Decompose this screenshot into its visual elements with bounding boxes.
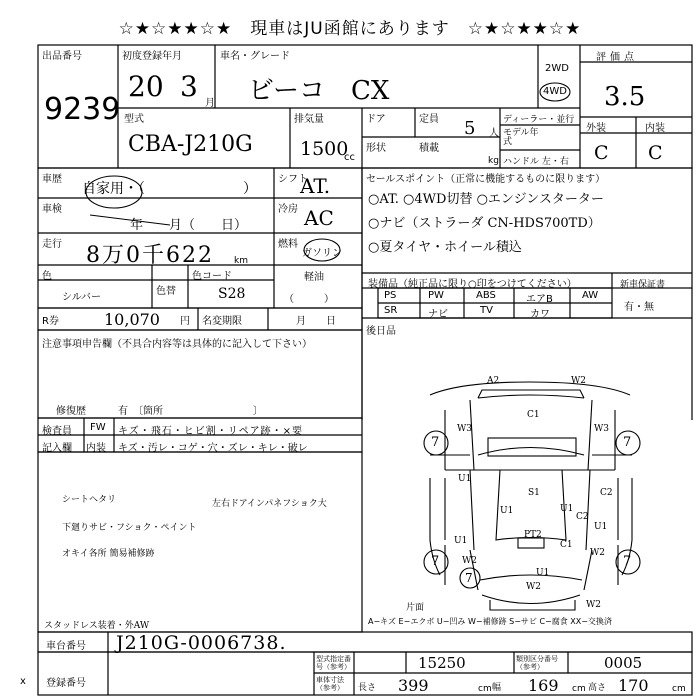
- inspection-label: 車検: [42, 204, 62, 215]
- class-value: 0005: [604, 654, 643, 672]
- hand-note-1: シートヘタリ: [62, 495, 117, 505]
- ext-label: 外装: [586, 123, 606, 134]
- int-label: 内装: [645, 123, 665, 134]
- sales-line-2: ○ナビ（ストラーダ CN-HDS700TD）: [368, 216, 601, 231]
- equip-label: 装備品（純正品に限り○印をつけてください）: [368, 279, 577, 290]
- height-value: 170: [618, 676, 649, 695]
- equip-tv: TV: [480, 305, 493, 316]
- notes-label: 注意事項申告欄（不具合内容等は具体的に記入して下さい）: [42, 339, 312, 350]
- grade-value: 3.5: [604, 82, 646, 112]
- color-value: シルバー: [62, 292, 102, 303]
- car-label: 車名・グレード: [220, 51, 290, 62]
- warranty-label: 新車保証書: [620, 280, 666, 290]
- mark-c2-a: C2: [600, 488, 613, 498]
- mark-u1-e: U1: [560, 504, 574, 514]
- mark-one-side: 片面: [406, 603, 425, 613]
- spec-value: 15250: [418, 654, 466, 672]
- mark-u1-c: U1: [594, 522, 608, 532]
- history-label: 車歴: [42, 174, 62, 185]
- class-label: 類別区分番号（参考）: [516, 655, 558, 671]
- month-unit: 月: [205, 98, 215, 109]
- reg-month: 3: [180, 70, 198, 103]
- lot-number: 9239: [44, 92, 121, 127]
- width-unit: cm: [572, 684, 586, 694]
- mark-a2: A2: [487, 376, 500, 386]
- displacement-label: 排気量: [294, 114, 324, 125]
- length-value: 399: [398, 676, 429, 695]
- km-unit: km: [234, 256, 248, 266]
- sales-line-3: ○夏タイヤ・ホイール積込: [368, 240, 522, 255]
- mark-u1-a: U1: [458, 474, 472, 484]
- sales-label: セールスポイント（正常に機能するものに限ります）: [366, 174, 606, 185]
- equip-abs: ABS: [476, 290, 496, 301]
- equip-sr: SR: [384, 305, 398, 316]
- dealer-label: ディーラー・並行: [503, 115, 575, 125]
- yen-unit: 円: [180, 316, 190, 327]
- mark-7-rear: 7: [465, 571, 473, 585]
- warranty-value: 有・無: [624, 302, 654, 313]
- fuel-label: 燃料: [278, 239, 298, 250]
- shape-label: 形状: [366, 143, 386, 154]
- mark-c1-bottom: C1: [560, 540, 573, 550]
- length-unit: cm: [478, 684, 492, 694]
- load-label: 積載: [419, 143, 439, 154]
- repair-value: 有 〔箇所 〕: [118, 406, 263, 417]
- mark-7-fr: 7: [623, 435, 632, 450]
- fuel-value-other: （ ）: [284, 294, 334, 305]
- banner: ☆★☆★★☆★ 現車はJU函館にあります ☆★☆★★☆★: [118, 19, 582, 39]
- model-label: 型式: [124, 114, 144, 125]
- expiry-date: 月 日: [296, 316, 336, 327]
- equip-navi: ナビ: [428, 309, 448, 320]
- reg-label: 初度登録年月: [122, 51, 182, 62]
- person-unit: 人: [489, 128, 499, 139]
- color-label: 色: [42, 271, 52, 282]
- mark-w3-left: W3: [457, 424, 472, 434]
- sales-line-1: ○AT. ○4WD切替 ○エンジンスターター: [368, 192, 604, 207]
- drive-4wd: 4WD: [543, 86, 567, 97]
- vin-label: 車台番号: [46, 641, 86, 652]
- mark-7-rr: 7: [623, 554, 632, 569]
- shift-value: AT.: [300, 174, 331, 198]
- model-year-label: モデル年式: [503, 128, 539, 147]
- height-unit: cm: [672, 684, 686, 694]
- color-code-label: 色コード: [192, 271, 232, 282]
- hand-note-2: 下廻りサビ・フショク・ペイント: [62, 523, 197, 533]
- mark-u1-d: U1: [454, 536, 468, 546]
- recycle-value: 10,070: [104, 310, 160, 329]
- int-value: C: [648, 142, 663, 164]
- kg-unit: kg: [488, 156, 499, 166]
- height-label: 高さ: [588, 683, 607, 693]
- legend: A−キズ E−エクボ U−凹み W−補修跡 S−サビ C−腐食 XX−交換済: [368, 617, 612, 626]
- mark-pt2: PT2: [524, 530, 542, 540]
- length-label: 長さ: [358, 683, 377, 693]
- fuel-value-diesel: 軽油: [304, 272, 324, 283]
- history-value: 自家用・（ ）: [82, 181, 257, 197]
- hand-note-5: スタッドレス装着・外AW: [44, 621, 150, 631]
- mark-c1-top: C1: [527, 410, 540, 420]
- mark-u1-b: U1: [500, 506, 514, 516]
- recycle-label: R券: [42, 316, 59, 327]
- mark-w2-d: W2: [586, 600, 601, 610]
- mark-w2-top: W2: [571, 376, 586, 386]
- repair-label: 修復歴: [56, 406, 86, 417]
- drive-2wd: 2WD: [545, 63, 569, 74]
- equip-aw: AW: [582, 290, 599, 301]
- width-value: 169: [528, 676, 559, 695]
- handle-label: ハンドル 左・右: [503, 157, 569, 167]
- expiry-label: 名変期限: [202, 316, 242, 327]
- fw-label: FW: [90, 422, 106, 433]
- door-label: ドア: [366, 114, 386, 125]
- after-label: 後日品: [366, 326, 396, 337]
- width-label: 幅: [492, 683, 502, 693]
- equip-pw: PW: [428, 290, 444, 301]
- shift-label: シフト: [278, 174, 308, 185]
- ac-value: AC: [304, 206, 334, 230]
- plate-label: 登録番号: [46, 678, 86, 689]
- mark-w2-b: W2: [590, 548, 605, 558]
- mark-u1-f: U1: [536, 568, 550, 578]
- mark-7-fl: 7: [431, 435, 440, 450]
- ac-label: 冷房: [278, 204, 298, 215]
- spec-label: 型式指定番号（参考）: [316, 655, 351, 671]
- inspector-label: 検査員: [42, 426, 72, 437]
- color-code-value: S28: [218, 286, 246, 302]
- corner-mark: x: [20, 676, 26, 687]
- equip-airbag: エアB: [526, 294, 553, 305]
- mark-w3-right: W3: [594, 424, 609, 434]
- capacity-value: 5: [464, 118, 476, 139]
- car-name: ビーコ CX: [248, 76, 390, 106]
- hand-note-3: オキイ各所 簡易補修跡: [62, 549, 155, 559]
- mark-7-rl: 7: [431, 554, 440, 569]
- dim-label: 車体寸法（参考）: [316, 676, 344, 692]
- entry-label: 記入欄: [42, 443, 72, 454]
- color-change-label: 色替: [156, 286, 176, 297]
- fw-items: キズ・飛石・ヒビ割・リペア跡・×要: [118, 426, 303, 437]
- naisou-items: キズ・汚レ・コゲ・穴・ズレ・キレ・破レ: [118, 443, 308, 454]
- mark-w2-a: W2: [526, 582, 541, 592]
- ext-value: C: [594, 142, 609, 164]
- grade-label: 評価点: [596, 52, 638, 63]
- vin-value: J210G-0006738.: [116, 632, 287, 654]
- mark-c2-b: C2: [576, 512, 589, 522]
- lot-label: 出品番号: [42, 51, 82, 62]
- cc-unit: cc: [344, 152, 355, 163]
- naisou-label: 内装: [86, 443, 106, 454]
- capacity-label: 定員: [419, 114, 439, 125]
- hand-note-4: 左右ドアインパネフショク大: [212, 499, 327, 509]
- mileage-label: 走行: [42, 239, 62, 250]
- mark-w2-c: W2: [462, 556, 477, 566]
- displacement-value: 1500: [300, 138, 349, 160]
- reg-year: 20: [128, 70, 164, 103]
- inspection-value: 年 月（ 日）: [130, 218, 248, 233]
- equip-ps: PS: [384, 290, 397, 301]
- mark-s1: S1: [528, 488, 540, 498]
- mileage-value: 8万0千622: [86, 243, 214, 268]
- equip-leather: カワ: [530, 309, 550, 320]
- fuel-value-gasoline: ガソリン: [302, 248, 342, 259]
- model-value: CBA-J210G: [128, 132, 253, 157]
